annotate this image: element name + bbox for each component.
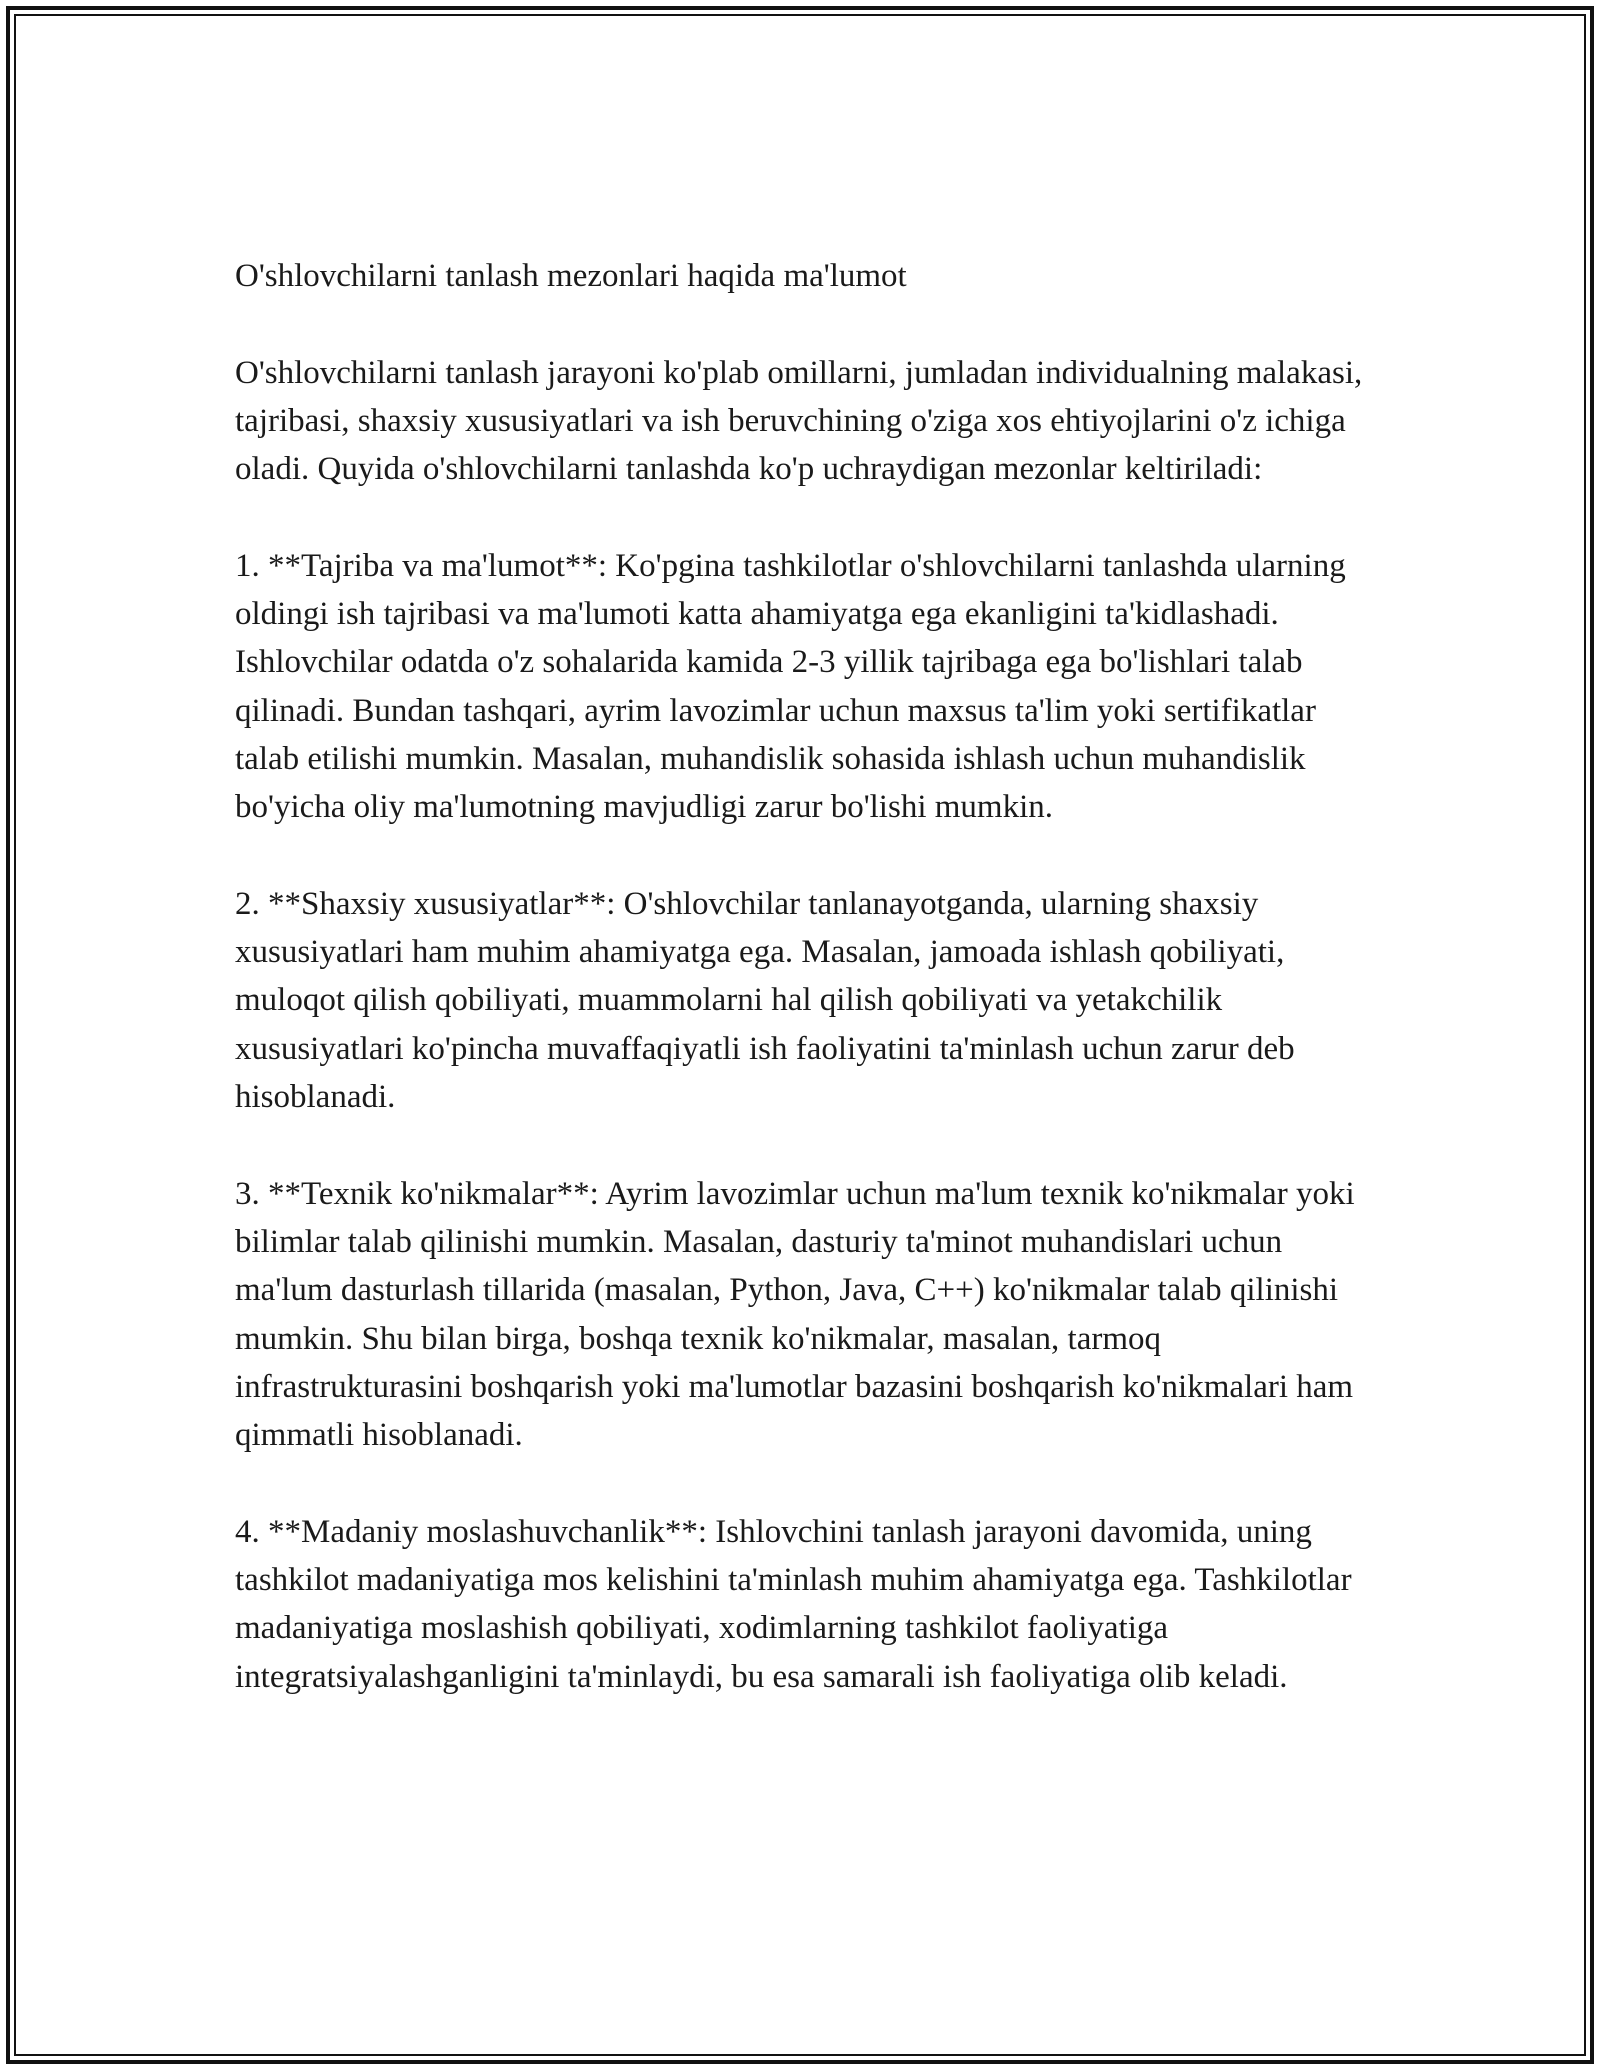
criterion-paragraph-1: 1. **Tajriba va ma'lumot**: Ko'pgina tashkilotlar o'shlovchilarni tanlashda ularning oldingi ish tajribasi va ma'lumoti katta ahamiyatga ega ekanligini ta'kidlashadi. Ishlovchilar odatda o'z sohalarida kamida 2-3 yillik tajribaga ega bo'lishlari talab qilinadi. Bundan tashqari, ayrim lavozimlar uchun maxsus ta'lim yoki sertifikatlar talab etilishi mumkin. Masalan, muhandislik sohasida ishlash uchun muhandislik bo'yicha oliy ma'lumotning mavjudligi zarur bo'lishi mumkin. — [235, 547, 1346, 826]
document-title: O'shlovchilarni tanlash mezonlari haqida ma'lumot — [235, 258, 907, 294]
intro-paragraph: O'shlovchilarni tanlash jarayoni ko'plab omillarni, jumladan individualning malakasi, tajribasi, shaxsiy xususiyatlari va ish beruvchining o'ziga xos ehtiyojlarini o'z ichiga oladi. Quyida o'shlovchilarni tanlashda ko'p uchraydigan mezonlar keltiriladi: — [235, 354, 1363, 488]
criterion-paragraph-4: 4. **Madaniy moslashuvchanlik**: Ishlovchini tanlash jarayoni davomida, uning tashkilot madaniyatiga mos kelishini ta'minlash muhim ahamiyatga ega. Tashkilotlar madaniyatiga moslashish qobiliyati, xodimlarning tashkilot faoliyatiga integratsiyalashganligini ta'minlaydi, bu esa samarali ish faoliyatiga olib keladi. — [235, 1513, 1352, 1695]
criterion-paragraph-2: 2. **Shaxsiy xususiyatlar**: O'shlovchilar tanlanayotganda, ularning shaxsiy xususiyatlari ham muhim ahamiyatga ega. Masalan, jamoada ishlash qobiliyati, muloqot qilish qobiliyati, muammolarni hal qilish qobiliyati va yetakchilik xususiyatlari ko'pincha muvaffaqiyatli ish faoliyatini ta'minlash uchun zarur deb hisoblanadi. — [235, 885, 1295, 1116]
document-body — [235, 252, 1370, 1749]
criterion-paragraph-3: 3. **Texnik ko'nikmalar**: Ayrim lavozimlar uchun ma'lum texnik ko'nikmalar yoki bilimlar talab qilinishi mumkin. Masalan, dasturiy ta'minot muhandislari uchun ma'lum dasturlash tillarida (masalan, Python, Java, C++) ko'nikmalar talab qilinishi mumkin. Shu bilan birga, boshqa texnik ko'nikmalar, masalan, tarmoq infrastrukturasini boshqarish yoki ma'lumotlar bazasini boshqarish ko'nikmalari ham qimmatli hisoblanadi. — [235, 1175, 1355, 1454]
